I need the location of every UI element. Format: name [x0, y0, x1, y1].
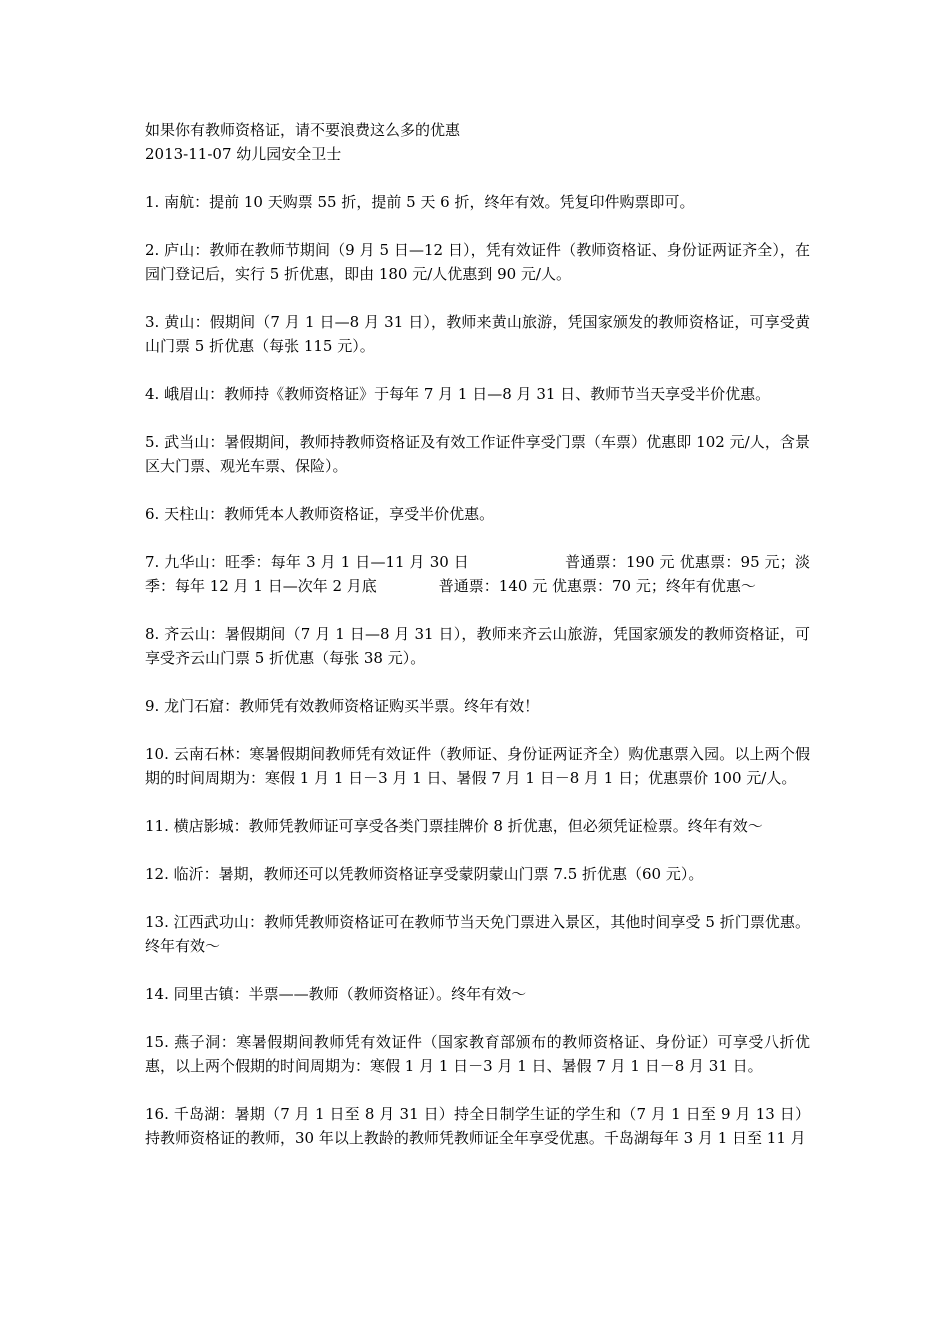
article-title: 如果你有教师资格证，请不要浪费这么多的优惠 [145, 121, 461, 139]
list-item: 9. 龙门石窟：教师凭有效教师资格证购买半票。终年有效！ [145, 697, 540, 715]
list-item: 6. 天柱山：教师凭本人教师资格证，享受半价优惠。 [145, 505, 495, 523]
list-item: 1. 南航：提前 10 天购票 55 折，提前 5 天 6 折，终年有效。凭复印件购票即可。 [145, 193, 695, 211]
jiuhuashan-part3: 普通票：140 元 优惠票：70 元；终年有优惠～ [438, 577, 756, 595]
list-item: 11. 横店影城：教师凭教师证可享受各类门票挂牌价 8 折优惠，但必须凭证检票。终年有效～ [145, 817, 763, 835]
list-item: 10. 云南石林：寒暑假期间教师凭有效证件（教师证、身份证两证齐全）购优惠票入园。以上两个假期的时间周期为：寒假 1 月 1 日－3 月 1 日、暑假 7 月 1 日－8 月 1 日；优惠票价 100 元/人。 [145, 745, 810, 787]
list-item-jiuhuashan [145, 550, 810, 598]
list-item: 2. 庐山：教师在教师节期间（9 月 5 日—12 日），凭有效证件（教师资格证、身份证两证齐全），在园门登记后，实行 5 折优惠，即由 180 元/人优惠到 90 元/人。 [145, 241, 810, 283]
list-item: 13. 江西武功山：教师凭教师资格证可在教师节当天免门票进入景区，其他时间享受 5 折门票优惠。终年有效～ [145, 913, 810, 955]
list-item: 14. 同里古镇：半票——教师（教师资格证）。终年有效～ [145, 985, 527, 1003]
list-item: 5. 武当山：暑假期间，教师持教师资格证及有效工作证件享受门票（车票）优惠即 102 元/人，含景区大门票、观光车票、保险）。 [145, 433, 810, 475]
list-item: 8. 齐云山：暑假期间（7 月 1 日—8 月 31 日），教师来齐云山旅游，凭国家颁发的教师资格证，可享受齐云山门票 5 折优惠（每张 38 元）。 [145, 625, 810, 667]
list-item: 15. 燕子洞：寒暑假期间教师凭有效证件（国家教育部颁布的教师资格证、身份证）可享受八折优惠，以上两个假期的时间周期为：寒假 1 月 1 日－3 月 1 日、暑假 7 月 1 日－8 月 31 日。 [145, 1033, 810, 1075]
document-page [145, 118, 810, 1150]
list-item: 12. 临沂：暑期，教师还可以凭教师资格证享受蒙阴蒙山门票 7.5 折优惠（60 元）。 [145, 865, 704, 883]
jiuhuashan-part2: 普通票：190 元 优惠票：95 元；淡季：每年 12 月 1 日—次年 2 月底 [145, 553, 810, 595]
article-date-source: 2013-11-07 幼儿园安全卫士 [145, 145, 342, 163]
jiuhuashan-part1: 7. 九华山：旺季：每年 3 月 1 日—11 月 30 日 [145, 553, 469, 571]
list-item: 4. 峨眉山：教师持《教师资格证》于每年 7 月 1 日—8 月 31 日、教师节当天享受半价优惠。 [145, 385, 771, 403]
list-item: 16. 千岛湖：暑期（7 月 1 日至 8 月 31 日）持全日制学生证的学生和（7 月 1 日至 9 月 13 日）持教师资格证的教师，30 年以上教龄的教师凭教师证全年享受优惠。千岛湖每年 3 月 1 日至 11 月 [145, 1105, 810, 1147]
list-item: 3. 黄山：假期间（7 月 1 日—8 月 31 日），教师来黄山旅游，凭国家颁发的教师资格证，可享受黄山门票 5 折优惠（每张 115 元）。 [145, 313, 810, 355]
